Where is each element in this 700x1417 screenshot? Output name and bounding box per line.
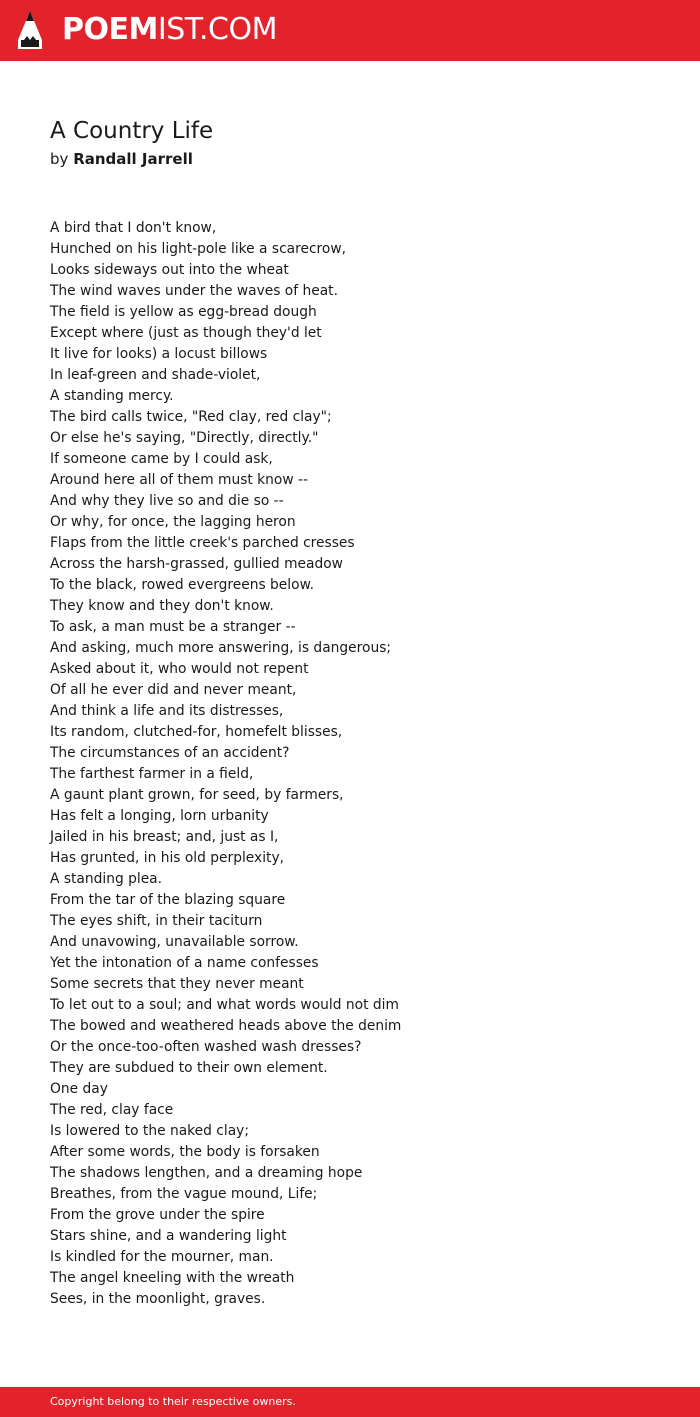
site-logo[interactable] [62,12,277,48]
by-label: by [50,150,69,168]
poem-line: Except where (just as though they'd let [50,325,322,341]
poem-line: And asking, much more answering, is dangerous; [50,640,392,656]
poem-line: They are subdued to their own element. [50,1060,328,1076]
poem-line: The circumstances of an accident? [50,745,290,761]
poem-line: Hunched on his light-pole like a scarecrow, [50,241,347,257]
poem-line: A bird that I don't know, [50,220,217,236]
poem-line: To ask, a man must be a stranger -- [50,619,296,635]
poem-byline [50,148,193,170]
poem-line: A gaunt plant grown, for seed, by farmers, [50,787,344,803]
poem-line: The farthest farmer in a field, [50,766,254,782]
poem-line: In leaf-green and shade-violet, [50,367,261,383]
poem-line: The wind waves under the waves of heat. [50,283,338,299]
poem-line: Yet the intonation of a name confesses [50,955,319,971]
poem-line: The bird calls twice, "Red clay, red clay"; [50,409,332,425]
poem-line: Breathes, from the vague mound, Life; [50,1186,318,1202]
poem-line: Has grunted, in his old perplexity, [50,850,284,866]
poem-line: Asked about it, who would not repent [50,661,309,677]
poem-line: Or else he's saying, "Directly, directly." [50,430,319,446]
poem-line: The field is yellow as egg-bread dough [50,304,317,320]
poem-line: Stars shine, and a wandering light [50,1228,287,1244]
poem-line: And unavowing, unavailable sorrow. [50,934,299,950]
poem-line: The red, clay face [50,1102,174,1118]
poem-body [50,218,670,1310]
poem-line: A standing plea. [50,871,163,887]
poem-line: Is kindled for the mourner, man. [50,1249,274,1265]
poem-line: Or the once-too-often washed wash dresses? [50,1039,362,1055]
poem-line: From the tar of the blazing square [50,892,286,908]
poem-line: From the grove under the spire [50,1207,265,1223]
site-footer [0,1387,700,1417]
poem-title: A Country Life [50,118,214,144]
poem-line: Across the harsh-grassed, gullied meadow [50,556,343,572]
poem-line: Sees, in the moonlight, graves. [50,1291,266,1307]
poem-line: The bowed and weathered heads above the denim [50,1018,402,1034]
poem-line: Some secrets that they never meant [50,976,304,992]
logo-bold-text: POEM [62,12,158,47]
poem-line: Or why, for once, the lagging heron [50,514,296,530]
poem-line: To the black, rowed evergreens below. [50,577,314,593]
poem-line: They know and they don't know. [50,598,274,614]
poem-author: Randall Jarrell [73,150,193,168]
poem-line: And think a life and its distresses, [50,703,284,719]
logo-light-text: IST.COM [157,12,277,47]
poem-line: One day [50,1081,108,1097]
poem-line: A standing mercy. [50,388,174,404]
poem-line: Around here all of them must know -- [50,472,308,488]
poem-line: Its random, clutched-for, homefelt blisses, [50,724,343,740]
copyright-text: Copyright belong to their respective owners. [50,1395,296,1408]
poem-line: If someone came by I could ask, [50,451,273,467]
poem-line: Jailed in his breast; and, just as I, [50,829,279,845]
poem-line: After some words, the body is forsaken [50,1144,320,1160]
poem-line: Is lowered to the naked clay; [50,1123,249,1139]
poem-line: Has felt a longing, lorn urbanity [50,808,269,824]
poem-line: It live for looks) a locust billows [50,346,268,362]
poem-line: The angel kneeling with the wreath [50,1270,295,1286]
site-header [0,0,700,61]
poem-line: The eyes shift, in their taciturn [50,913,263,929]
poem-line: Of all he ever did and never meant, [50,682,297,698]
pencil-icon[interactable] [17,10,43,50]
poem-line: Flaps from the little creek's parched cresses [50,535,355,551]
poem-line: To let out to a soul; and what words would not dim [50,997,399,1013]
poem-line: And why they live so and die so -- [50,493,284,509]
poem-line: Looks sideways out into the wheat [50,262,289,278]
poem-line: The shadows lengthen, and a dreaming hope [50,1165,363,1181]
